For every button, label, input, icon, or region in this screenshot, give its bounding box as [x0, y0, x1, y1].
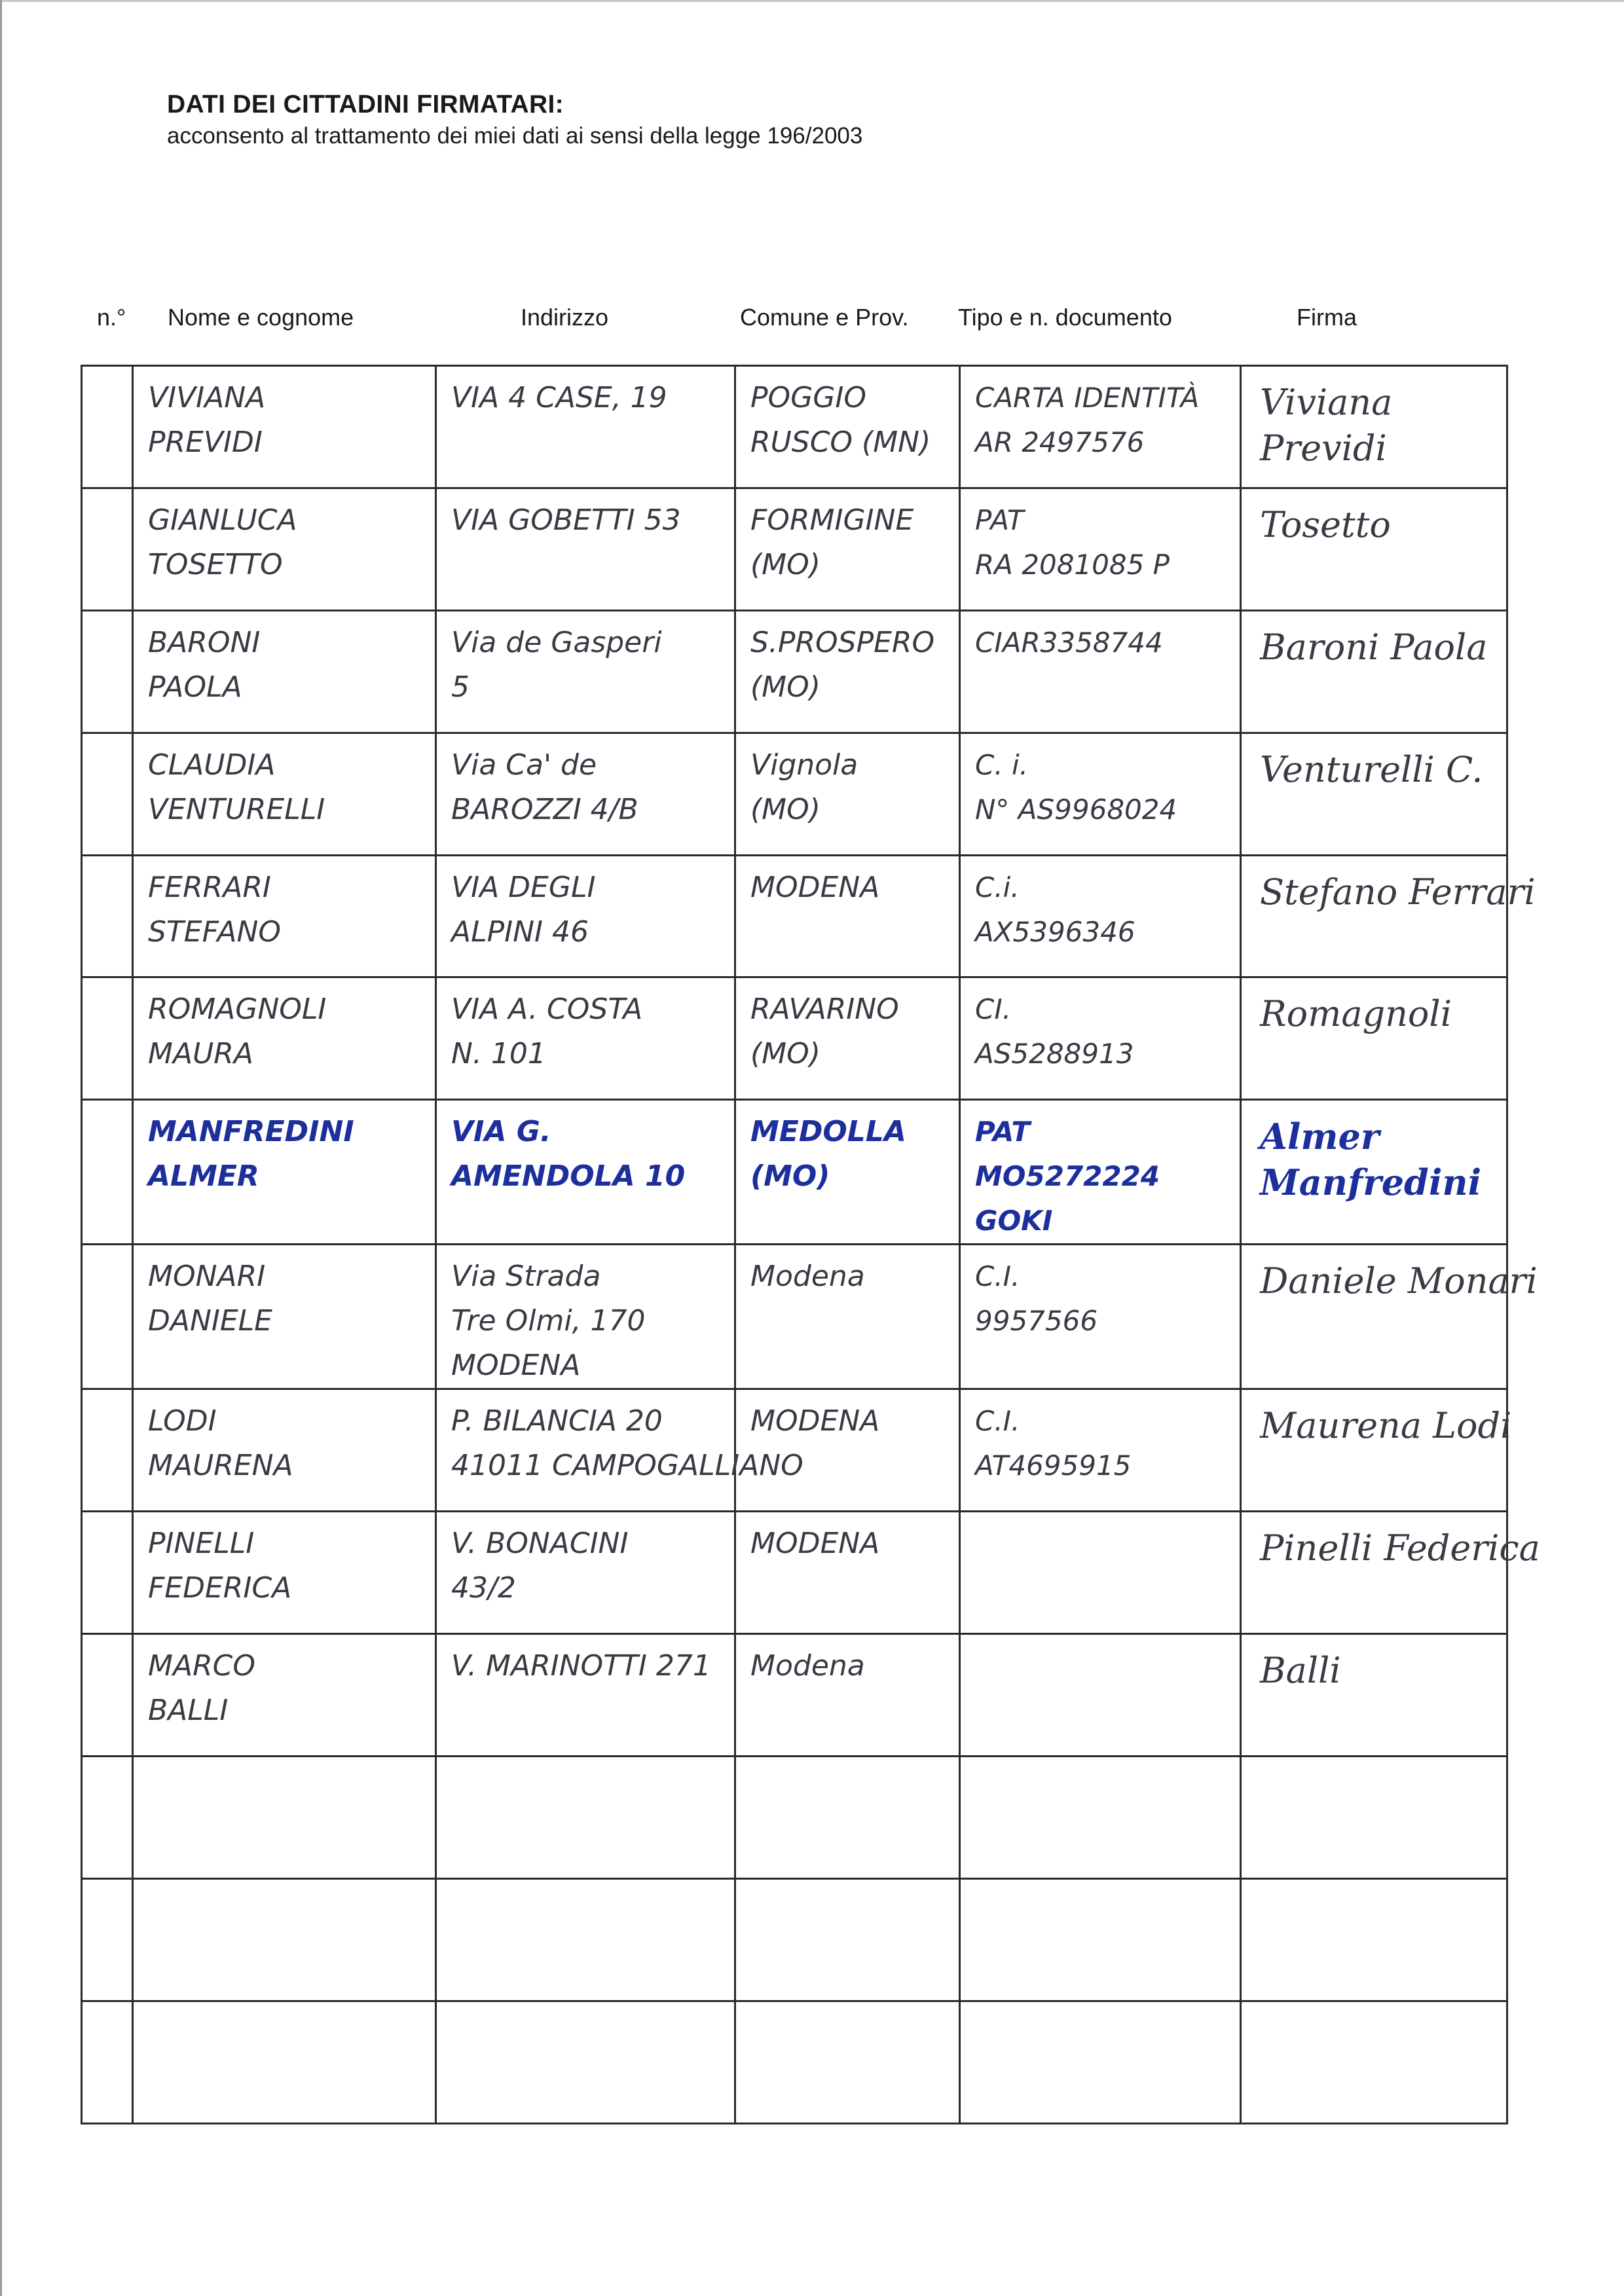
handwritten-signature: Stefano Ferrari — [1260, 871, 1536, 913]
form-subtitle: acconsento al trattamento dei miei dati ai sensi della legge 196/2003 — [167, 123, 863, 149]
signatory-row — [82, 1389, 1507, 1512]
handwritten-name — [134, 2002, 435, 2011]
handwritten-signature — [1242, 2002, 1506, 2015]
signature-cell — [1241, 1757, 1507, 1879]
document-cell — [960, 1100, 1241, 1245]
handwritten-documento: PAT RA 2081085 P — [975, 503, 1170, 581]
signature-cell — [1241, 1634, 1507, 1757]
handwritten-signature: Maurena Lodi — [1260, 1405, 1512, 1447]
signature-cell — [1241, 1245, 1538, 1389]
row-number-cell — [82, 977, 133, 1100]
handwritten-name: VIVIANA PREVIDI — [148, 381, 266, 459]
comune-cell — [735, 1757, 960, 1879]
handwritten-documento — [961, 1635, 1240, 1644]
name-cell — [133, 1100, 436, 1245]
address-cell — [436, 610, 735, 733]
signatory-row — [82, 366, 1507, 488]
document-cell — [960, 977, 1241, 1100]
handwritten-comune: RAVARINO (MO) — [750, 993, 899, 1071]
handwritten-signature: Baroni Paola — [1260, 626, 1488, 668]
handwritten-comune: POGGIO RUSCO (MN) — [750, 381, 931, 459]
handwritten-name: MARCO BALLI — [148, 1649, 255, 1728]
handwritten-signature: Viviana Previdi — [1260, 382, 1393, 469]
document-cell — [960, 1757, 1241, 1879]
handwritten-signature — [1242, 1757, 1506, 1770]
handwritten-comune: Modena — [750, 1649, 865, 1683]
document-cell — [960, 855, 1241, 977]
handwritten-name — [134, 1880, 435, 1889]
name-cell — [133, 1634, 436, 1757]
handwritten-documento: CIAR3358744 — [975, 626, 1163, 659]
comune-cell — [735, 1878, 960, 2001]
comune-cell — [735, 1245, 960, 1389]
signature-cell — [1241, 733, 1507, 855]
comune-cell — [735, 2001, 960, 2123]
signatory-row — [82, 1245, 1507, 1389]
address-cell — [436, 1100, 735, 1245]
signatory-row — [82, 1634, 1507, 1757]
name-cell — [133, 733, 436, 855]
handwritten-comune: MODENA — [750, 1404, 880, 1438]
row-number-cell — [82, 1757, 133, 1879]
handwritten-name: CLAUDIA VENTURELLI — [148, 748, 325, 826]
handwritten-signature: Romagnoli — [1260, 993, 1452, 1035]
handwritten-address: VIA 4 CASE, 19 — [451, 381, 667, 414]
handwritten-comune: Vignola (MO) — [750, 748, 858, 826]
signature-cell — [1241, 1512, 1540, 1634]
handwritten-name: MONARI DANIELE — [148, 1260, 272, 1338]
column-header-signature: Firma — [1297, 304, 1357, 331]
handwritten-signature: Pinelli Federica — [1260, 1527, 1540, 1569]
comune-cell — [735, 977, 960, 1100]
comune-cell — [735, 1389, 960, 1512]
name-cell — [133, 1757, 436, 1879]
signatory-row — [82, 488, 1507, 610]
signatories-table-body — [82, 366, 1540, 2124]
name-cell — [133, 1245, 436, 1389]
row-number-cell — [82, 1512, 133, 1634]
row-number-cell — [82, 1634, 133, 1757]
handwritten-address: P. BILANCIA 20 41011 CAMPOGALLIANO — [451, 1404, 803, 1483]
handwritten-address: VIA DEGLI ALPINI 46 — [451, 870, 596, 949]
handwritten-documento: C.i. AX5396346 — [975, 871, 1135, 948]
handwritten-signature: Tosetto — [1260, 503, 1391, 545]
handwritten-address: V. BONACINI 43/2 — [451, 1527, 629, 1605]
handwritten-signature: Almer Manfredini — [1260, 1116, 1482, 1204]
row-number-cell — [82, 1389, 133, 1512]
handwritten-comune: MODENA — [750, 1527, 880, 1561]
document-cell — [960, 488, 1241, 610]
row-number-cell — [82, 1878, 133, 2001]
column-header-comune: Comune e Prov. — [740, 304, 909, 331]
handwritten-address: VIA A. COSTA N. 101 — [451, 993, 643, 1071]
handwritten-address: VIA GOBETTI 53 — [451, 503, 681, 537]
column-header-address: Indirizzo — [521, 304, 609, 331]
row-number-cell — [82, 733, 133, 855]
handwritten-documento — [961, 1757, 1240, 1766]
signatories-table — [81, 365, 1540, 2124]
document-cell — [960, 366, 1241, 488]
comune-cell — [735, 1100, 960, 1245]
name-cell — [133, 977, 436, 1100]
signature-cell — [1241, 855, 1536, 977]
address-cell — [436, 855, 735, 977]
signatory-row — [82, 977, 1507, 1100]
handwritten-address: V. MARINOTTI 271 — [451, 1649, 711, 1683]
document-cell — [960, 610, 1241, 733]
signature-cell — [1241, 488, 1507, 610]
comune-cell — [735, 733, 960, 855]
name-cell — [133, 610, 436, 733]
handwritten-signature: Balli — [1260, 1650, 1341, 1692]
signatory-row — [82, 610, 1507, 733]
signatory-row — [82, 1100, 1507, 1245]
name-cell — [133, 366, 436, 488]
row-number-cell — [82, 366, 133, 488]
handwritten-address — [437, 1880, 734, 1889]
handwritten-name: LODI MAURENA — [148, 1404, 293, 1483]
handwritten-address: Via Ca' de BAROZZI 4/B — [451, 748, 638, 826]
signatory-row — [82, 855, 1507, 977]
name-cell — [133, 1389, 436, 1512]
document-cell — [960, 1389, 1241, 1512]
document-cell — [960, 1878, 1241, 2001]
signatory-row — [82, 1757, 1507, 1879]
address-cell — [436, 488, 735, 610]
row-number-cell — [82, 2001, 133, 2123]
row-number-cell — [82, 610, 133, 733]
handwritten-comune: FORMIGINE (MO) — [750, 503, 914, 581]
signature-cell — [1241, 1878, 1507, 2001]
handwritten-address — [437, 2002, 734, 2011]
handwritten-documento: CI. AS5288913 — [975, 993, 1134, 1070]
handwritten-comune — [736, 1757, 959, 1766]
column-header-number: n.° — [97, 304, 126, 331]
address-cell — [436, 1389, 803, 1512]
handwritten-name — [134, 1757, 435, 1766]
handwritten-documento: CARTA IDENTITÀ AR 2497576 — [975, 382, 1200, 458]
signature-cell — [1241, 977, 1507, 1100]
handwritten-comune: MODENA — [750, 870, 880, 904]
name-cell — [133, 1878, 436, 2001]
column-header-name: Nome e cognome — [168, 304, 354, 331]
handwritten-name: PINELLI FEDERICA — [148, 1527, 292, 1605]
handwritten-address: VIA G. AMENDOLA 10 — [451, 1115, 686, 1194]
handwritten-comune: MEDOLLA (MO) — [750, 1115, 906, 1194]
form-title: DATI DEI CITTADINI FIRMATARI: — [167, 90, 564, 118]
address-cell — [436, 1634, 735, 1757]
signature-cell — [1241, 366, 1507, 488]
handwritten-signature — [1242, 1880, 1506, 1893]
address-cell — [436, 2001, 735, 2123]
comune-cell — [735, 1634, 960, 1757]
signatory-row — [82, 2001, 1507, 2123]
handwritten-name: GIANLUCA TOSETTO — [148, 503, 297, 581]
handwritten-documento: C.I. AT4695915 — [975, 1405, 1132, 1482]
signature-cell — [1241, 1100, 1507, 1245]
handwritten-address: Via Strada Tre Olmi, 170 MODENA — [451, 1260, 646, 1383]
signature-cell — [1241, 610, 1507, 733]
document-cell — [960, 733, 1241, 855]
signature-cell — [1241, 2001, 1507, 2123]
signatory-row — [82, 1512, 1507, 1634]
comune-cell — [735, 855, 960, 977]
handwritten-documento: C. i. N° AS9968024 — [975, 748, 1177, 826]
handwritten-documento — [961, 1880, 1240, 1889]
comune-cell — [735, 1512, 960, 1634]
column-header-document: Tipo e n. documento — [958, 304, 1172, 331]
document-cell — [960, 1634, 1241, 1757]
row-number-cell — [82, 1245, 133, 1389]
address-cell — [436, 733, 735, 855]
handwritten-address: Via de Gasperi 5 — [451, 625, 662, 704]
name-cell — [133, 855, 436, 977]
handwritten-name: BARONI PAOLA — [148, 625, 261, 704]
name-cell — [133, 2001, 436, 2123]
comune-cell — [735, 610, 960, 733]
name-cell — [133, 488, 436, 610]
document-cell — [960, 2001, 1241, 2123]
signatory-row — [82, 733, 1507, 855]
handwritten-documento — [961, 2002, 1240, 2011]
comune-cell — [735, 488, 960, 610]
handwritten-comune: S.PROSPERO (MO) — [750, 625, 935, 704]
address-cell — [436, 1245, 735, 1389]
scan-top-edge — [0, 0, 1624, 2]
handwritten-comune: Modena — [750, 1260, 865, 1294]
address-cell — [436, 366, 735, 488]
name-cell — [133, 1512, 436, 1634]
address-cell — [436, 1878, 735, 2001]
handwritten-address — [437, 1757, 734, 1766]
address-cell — [436, 1757, 735, 1879]
address-cell — [436, 977, 735, 1100]
comune-cell — [735, 366, 960, 488]
handwritten-documento: PAT MO5272224 GOKI — [975, 1116, 1160, 1237]
scan-left-edge — [0, 0, 2, 2296]
handwritten-signature: Daniele Monari — [1260, 1260, 1538, 1302]
row-number-cell — [82, 488, 133, 610]
handwritten-comune — [736, 1880, 959, 1889]
row-number-cell — [82, 1100, 133, 1245]
row-number-cell — [82, 855, 133, 977]
handwritten-comune — [736, 2002, 959, 2011]
handwritten-documento: C.I. 9957566 — [975, 1260, 1098, 1338]
document-cell — [960, 1245, 1241, 1389]
handwritten-name: ROMAGNOLI MAURA — [148, 993, 327, 1071]
handwritten-documento — [961, 1512, 1240, 1522]
signature-cell — [1241, 1389, 1512, 1512]
handwritten-signature: Venturelli C. — [1260, 748, 1483, 790]
address-cell — [436, 1512, 735, 1634]
document-cell — [960, 1512, 1241, 1634]
signatory-row — [82, 1878, 1507, 2001]
handwritten-name: MANFREDINI ALMER — [148, 1115, 354, 1194]
handwritten-name: FERRARI STEFANO — [148, 870, 281, 949]
